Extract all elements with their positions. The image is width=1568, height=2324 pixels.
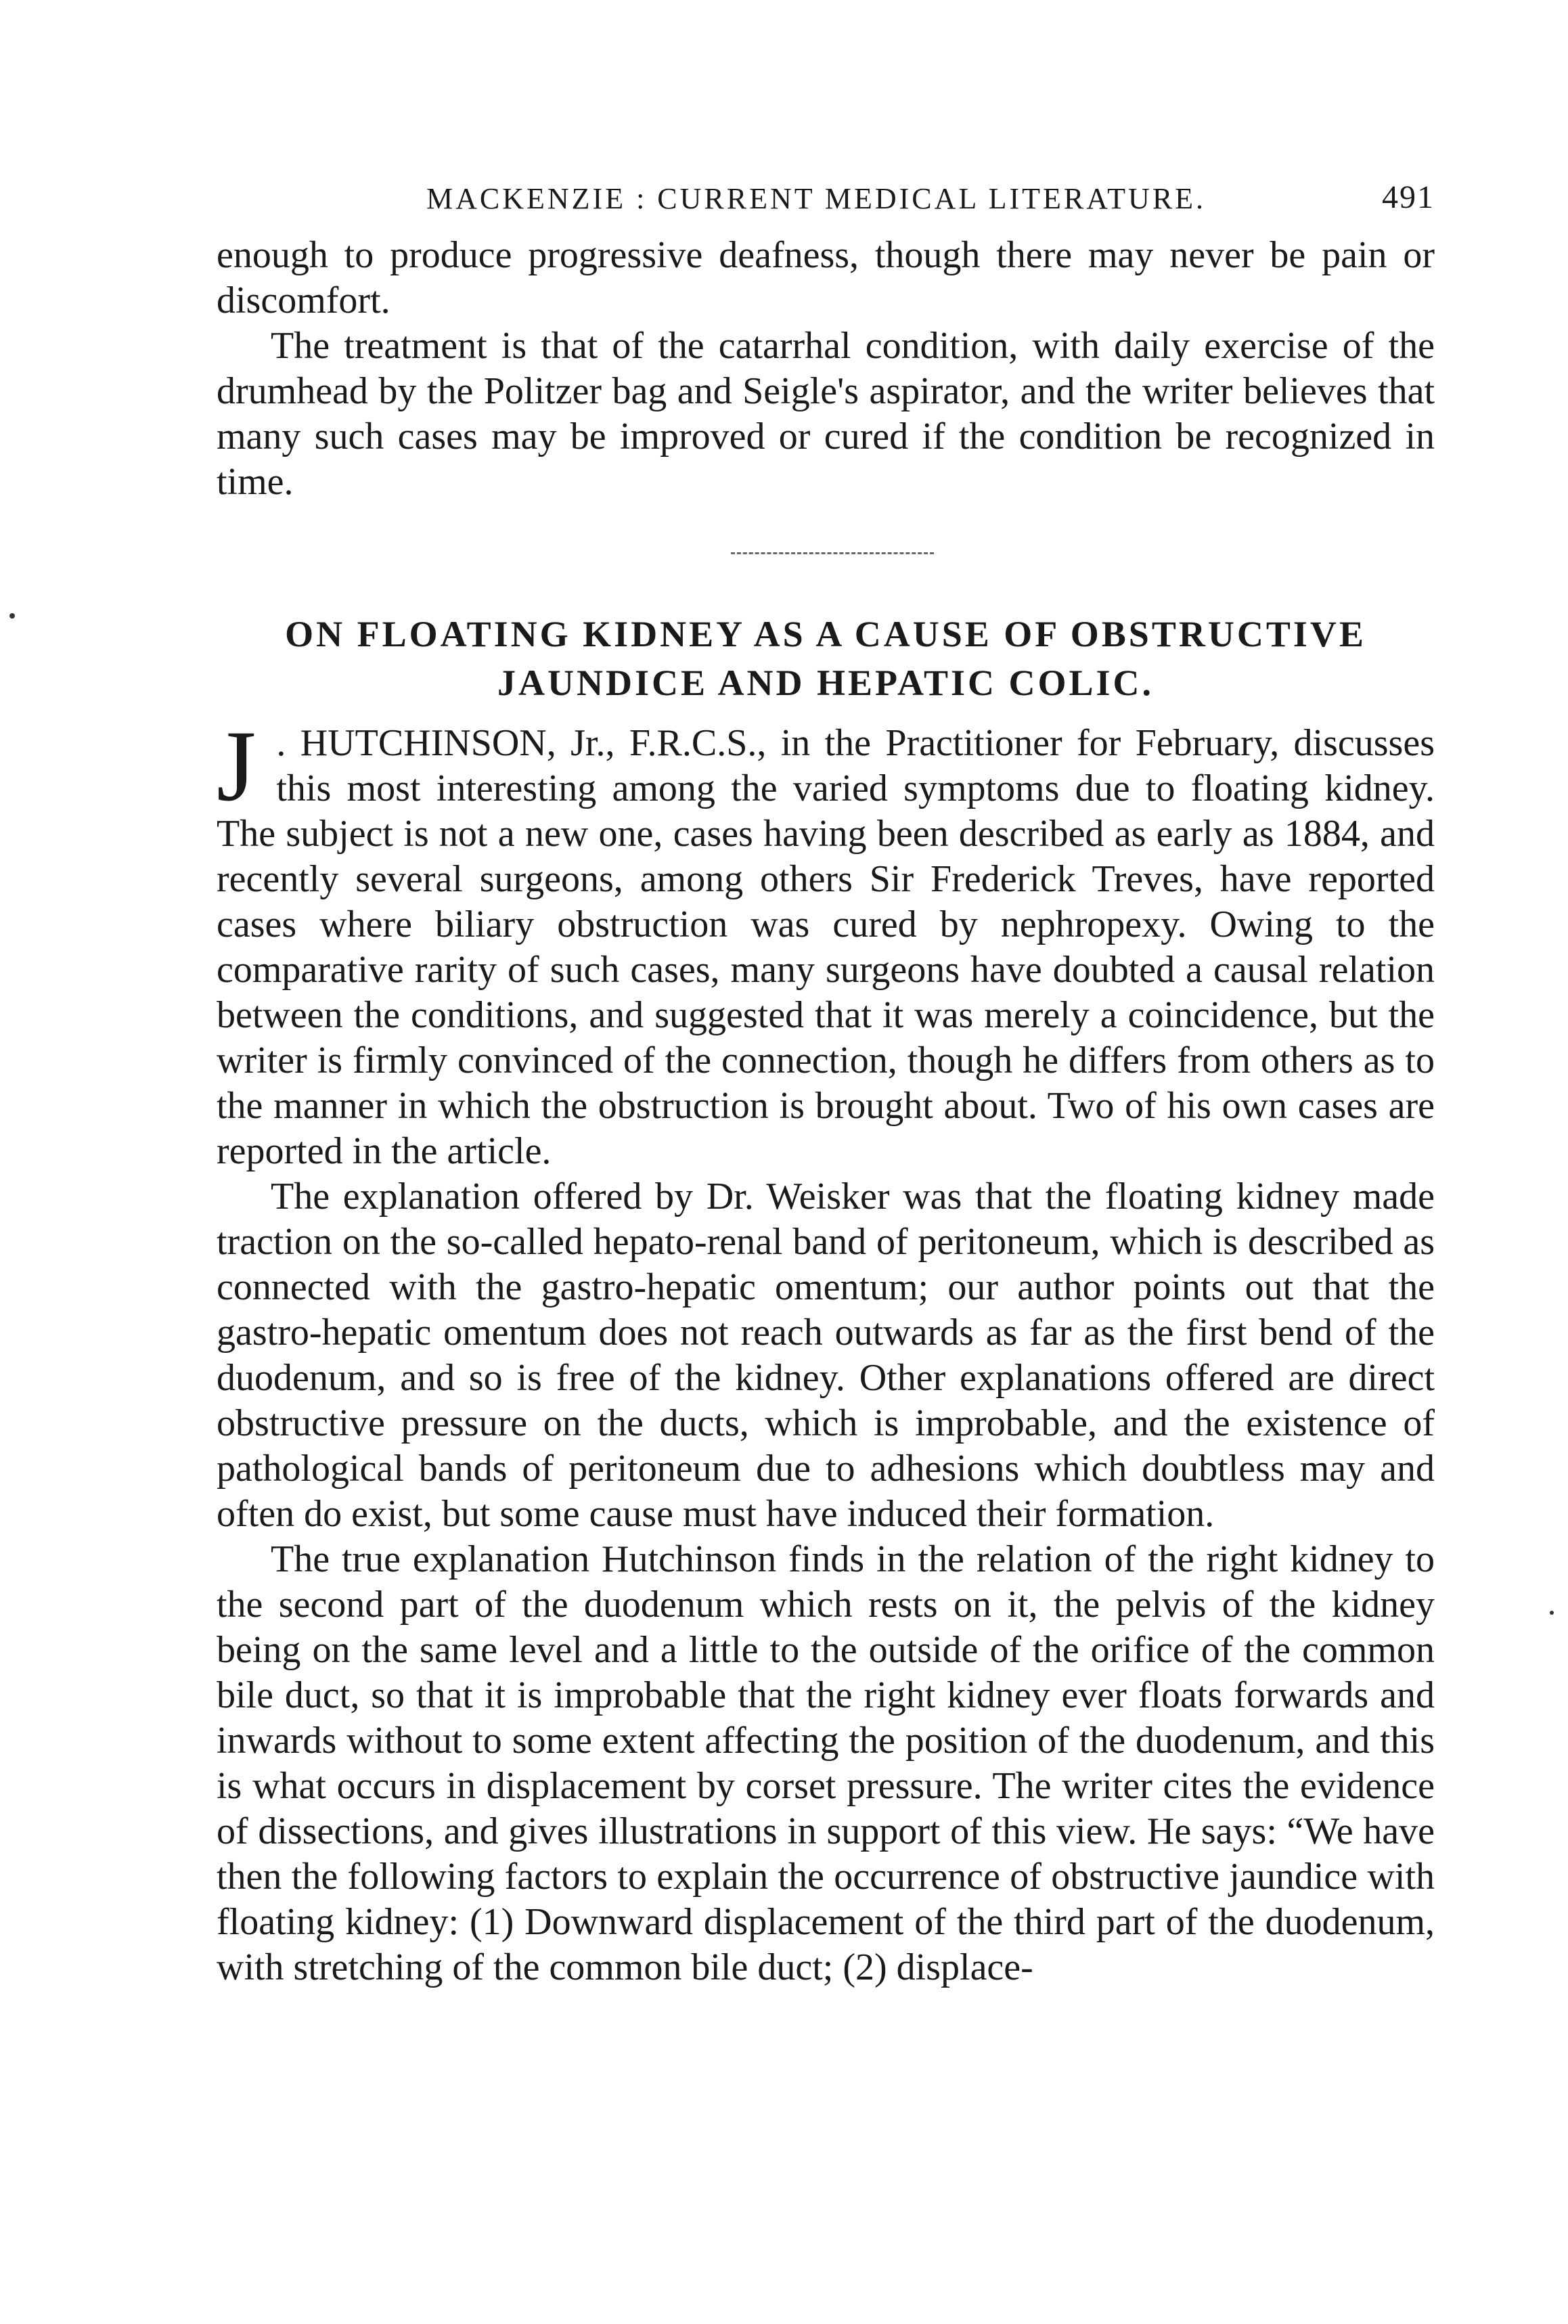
article-title-line-1: ON FLOATING KIDNEY AS A CAUSE OF OBSTRUCTIVE (285, 614, 1366, 654)
article-title (217, 610, 1435, 707)
book-page (217, 149, 1435, 2247)
explanation-paragraph: The true explanation Hutchinson finds in the relation of the right kidney to the second part of the duodenum which rests on it, the pelvis of the kidney being on the same level and a little to the outside of the orifice of the common bile duct, so that it is improbable that the right kidney ever floats forwards and inwards without to some extent affecting the position of the duodenum, and this is what occurs in displacement by corset pressure. The writer cites the evidence of dissections, and gives illustrations in support of this view. He says: “We have then the following factors to explain the occurrence of obstructive jaundice with floating kidney: (1) Downward displacement of the third part of the duodenum, with stretching of the common bile duct; (2) displace- (217, 1538, 1435, 1988)
treatment-paragraph: The treatment is that of the catarrhal condition, with daily exercise of the drumhead by the Politzer bag and Seigle's aspirator, and the writer believes that many such cases may be improved or cured if the condition be recognized in time. (217, 325, 1435, 503)
lead-paragraph (217, 710, 1435, 1174)
running-head-title: MACKENZIE : CURRENT MEDICAL LITERATURE. (426, 182, 1207, 215)
running-head (217, 149, 1435, 215)
body-text (217, 233, 1435, 1990)
continued-paragraph: enough to produce progressive deafness, though there may never be pain or discomfort. (217, 234, 1435, 321)
weisker-paragraph: The explanation offered by Dr. Weisker was that the floating kidney made traction on the so-called hepato-renal band of peritoneum, which is described as connected with the gastro-hepatic omentum; our author points out that the gastro-hepatic omentum does not reach outwards as far as the first bend of the duodenum, and so is free of the kidney. Other explanations offered are direct obstructive pressure on the ducts, which is improbable, and the existence of pathological bands of peritoneum due to adhesions which doubtless may and often do exist, but some cause must have induced their formation. (217, 1176, 1435, 1535)
margin-mark-right (1550, 1611, 1554, 1615)
lead-paragraph-text: . HUTCHINSON, Jr., F.R.C.S., in the Practitioner for February, discusses this most interesting among the varied symptoms due to floating kidney. The subject is not a new one, cases having been described as early as 1884, and recently several surgeons, among others Sir Frederick Treves, have reported cases where biliary obstruction was cured by nephropexy. Owing to the comparative rarity of such cases, many surgeons have doubted a causal relation between the conditions, and suggested that it was merely a coincidence, but the writer is firmly convinced of the connection, though he differs from others as to the manner in which the obstruction is brought about. Two of his own cases are reported in the article. (217, 722, 1435, 1172)
drop-cap: J (217, 710, 256, 822)
page-number: 491 (1382, 179, 1435, 215)
section-divider (731, 552, 934, 556)
margin-mark-left (9, 613, 15, 619)
article-title-line-2: JAUNDICE AND HEPATIC COLIC. (497, 663, 1155, 703)
